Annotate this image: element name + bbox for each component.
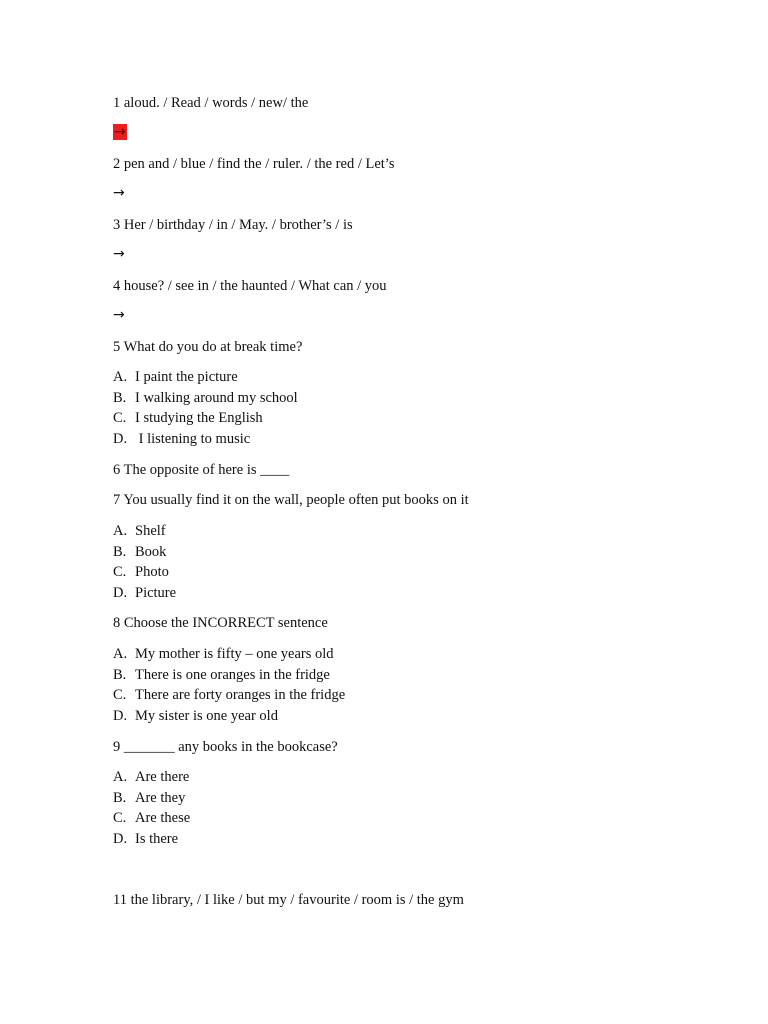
question-3-answer-arrow-icon: → bbox=[113, 246, 125, 262]
question-7-option-c bbox=[113, 563, 169, 581]
option-text: There are forty oranges in the fridge bbox=[135, 687, 346, 703]
option-letter: A. bbox=[113, 769, 128, 785]
question-11-text: 11 the library, / I like / but my / favourite / room is / the gym bbox=[113, 892, 464, 908]
question-9-option-b bbox=[113, 789, 185, 807]
question-9-text: 9 _______ any books in the bookcase? bbox=[113, 739, 338, 755]
question-8-option-a bbox=[113, 645, 334, 663]
question-9-option-a bbox=[113, 768, 189, 786]
option-text: Shelf bbox=[135, 523, 166, 539]
option-letter: D. bbox=[113, 585, 128, 601]
option-text: Photo bbox=[135, 564, 169, 580]
option-text: I walking around my school bbox=[135, 390, 298, 406]
option-letter: B. bbox=[113, 390, 127, 406]
option-text: Is there bbox=[135, 831, 179, 847]
option-text: Picture bbox=[135, 585, 177, 601]
question-5-option-c bbox=[113, 409, 263, 427]
question-7-option-b bbox=[113, 543, 166, 561]
option-text: I listening to music bbox=[135, 431, 251, 447]
question-2-answer-arrow-icon: → bbox=[113, 185, 125, 201]
question-8-text: 8 Choose the INCORRECT sentence bbox=[113, 615, 328, 631]
question-4-answer-arrow-icon: → bbox=[113, 307, 125, 323]
question-7-option-a bbox=[113, 522, 166, 540]
option-letter: D. bbox=[113, 831, 128, 847]
option-text: My mother is fifty – one years old bbox=[135, 646, 334, 662]
option-letter: B. bbox=[113, 544, 127, 560]
option-letter: A. bbox=[113, 646, 128, 662]
option-text: Are there bbox=[135, 769, 190, 785]
question-7-text: 7 You usually find it on the wall, people often put books on it bbox=[113, 492, 469, 508]
question-4-text: 4 house? / see in / the haunted / What can / you bbox=[113, 278, 387, 294]
option-text: My sister is one year old bbox=[135, 708, 278, 724]
question-6-text: 6 The opposite of here is ____ bbox=[113, 462, 290, 478]
option-letter: D. bbox=[113, 708, 128, 724]
question-1-text: 1 aloud. / Read / words / new/ the bbox=[113, 95, 309, 111]
option-text: Book bbox=[135, 544, 167, 560]
question-2-text: 2 pen and / blue / find the / ruler. / the red / Let’s bbox=[113, 156, 395, 172]
question-8-option-c bbox=[113, 686, 345, 704]
question-5-text: 5 What do you do at break time? bbox=[113, 339, 303, 355]
option-letter: D. bbox=[113, 431, 128, 447]
option-text: Are they bbox=[135, 790, 186, 806]
option-text: There is one oranges in the fridge bbox=[135, 667, 330, 683]
question-7-option-d bbox=[113, 584, 176, 602]
option-letter: B. bbox=[113, 667, 127, 683]
question-3-text: 3 Her / birthday / in / May. / brother’s / is bbox=[113, 217, 353, 233]
option-text: Are these bbox=[135, 810, 191, 826]
option-letter: C. bbox=[113, 687, 127, 703]
option-letter: C. bbox=[113, 410, 127, 426]
question-5-option-a bbox=[113, 368, 238, 386]
option-text: I studying the English bbox=[135, 410, 263, 426]
question-9-option-c bbox=[113, 809, 190, 827]
question-9-option-d bbox=[113, 830, 178, 848]
option-letter: A. bbox=[113, 369, 128, 385]
option-letter: C. bbox=[113, 564, 127, 580]
option-letter: A. bbox=[113, 523, 128, 539]
question-8-option-b bbox=[113, 666, 330, 684]
question-1-answer-arrow-icon: → bbox=[114, 124, 126, 140]
question-5-option-d bbox=[113, 430, 250, 448]
question-5-option-b bbox=[113, 389, 298, 407]
option-letter: B. bbox=[113, 790, 127, 806]
question-8-option-d bbox=[113, 707, 278, 725]
option-letter: C. bbox=[113, 810, 127, 826]
option-text: I paint the picture bbox=[135, 369, 238, 385]
